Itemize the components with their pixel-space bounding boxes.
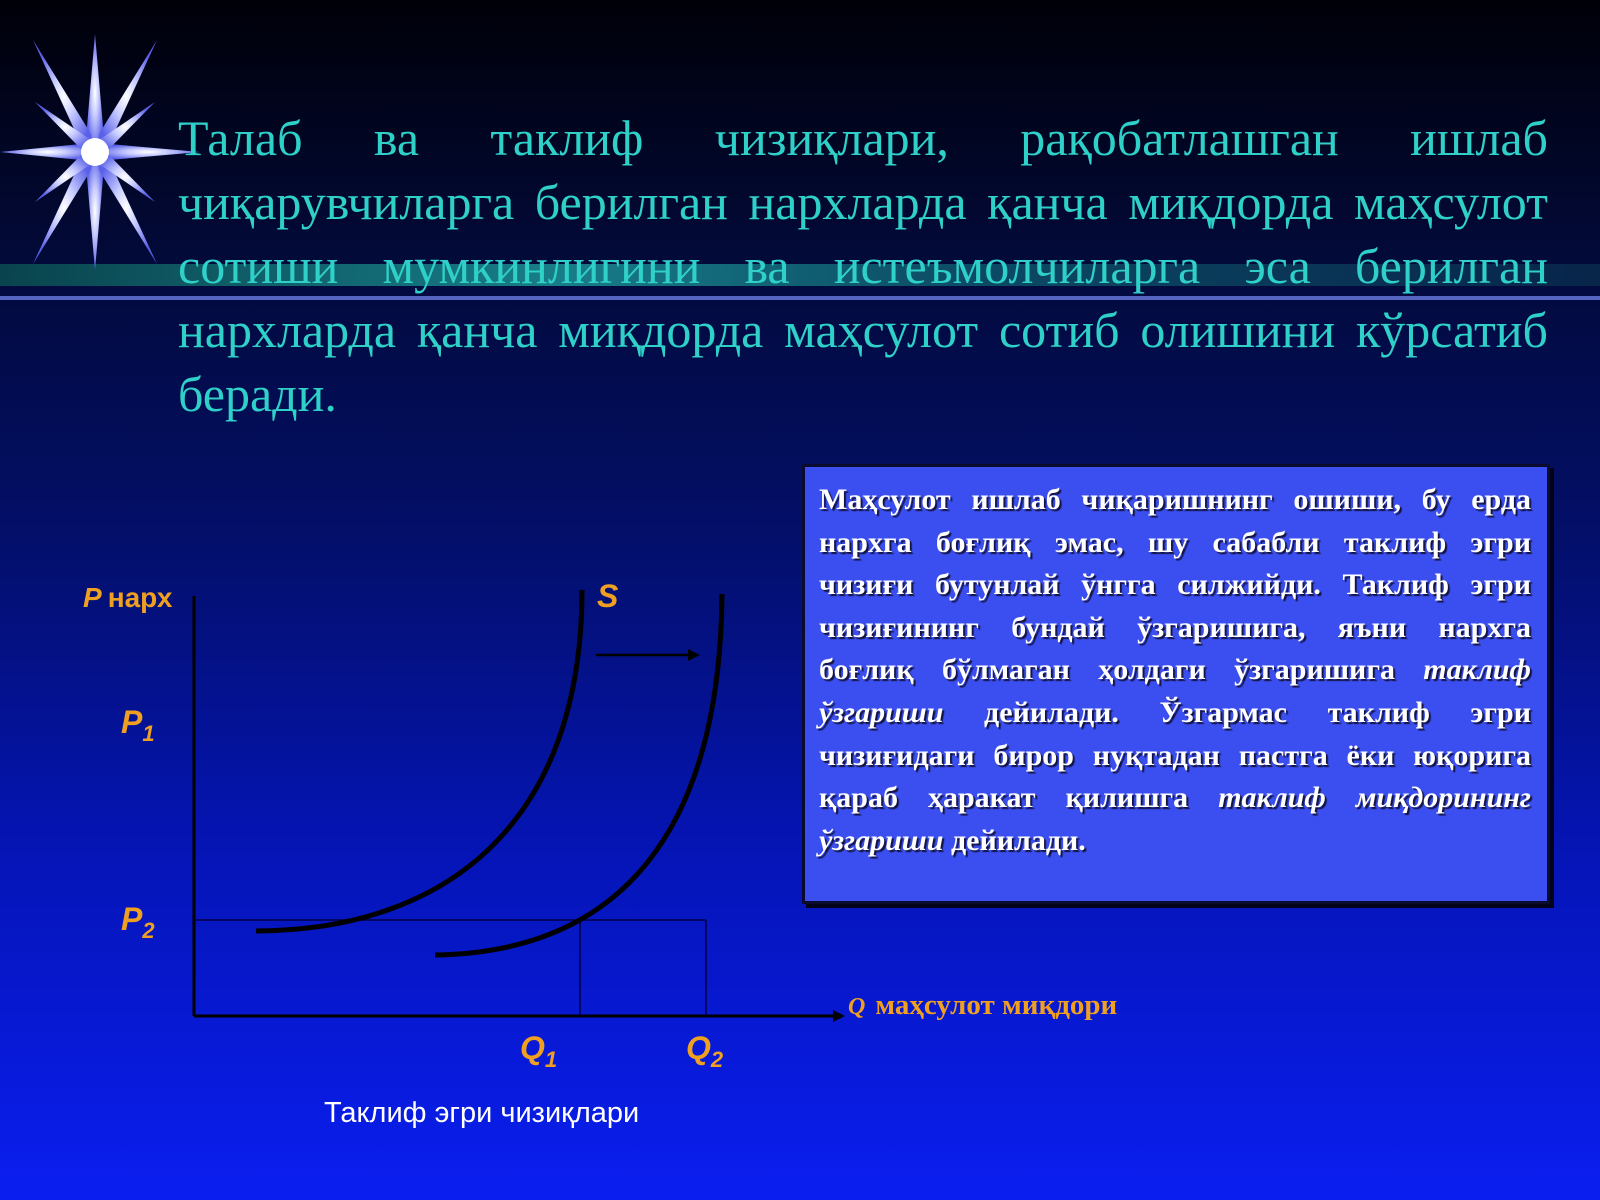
x-axis-arrow (833, 1010, 845, 1022)
q2-label: $Q_2$ (686, 1030, 724, 1072)
info-term-supply-change: таклиф ўзгариши (819, 653, 1531, 729)
supply-curve-1 (256, 590, 582, 931)
info-term-quantity-change: таклиф миқдорининг ўзгариши (819, 781, 1531, 857)
curve-label-s: S (597, 578, 619, 614)
info-text-part2: дейилади. Ўзгармас таклиф эгри чизиғидаги бирор нуқтадан пастга ёки юқорига қараб ҳаракат қилишга (819, 695, 1531, 815)
q1-label: $Q_1$ (520, 1030, 558, 1072)
shift-arrow-head (688, 649, 700, 661)
chart-caption: Таклиф эгри чизиқлари (324, 1097, 640, 1129)
y-axis-label: P нарх (83, 582, 173, 613)
supply-curve-chart (0, 560, 1200, 1120)
p2-label: $P_2$ (121, 901, 155, 943)
info-text-part1: Маҳсулот ишлаб чиқаришнинг ошиши, бу ерда нархга боғлиқ эмас, шу сабабли таклиф эгри чизиғи бутунлай ўнгга силжийди. Таклиф эгри чизиғининг бундай ўзгаришига, яъни нархга боғлиқ бўлмаган ҳолдаги ўзгаришига (819, 483, 1531, 687)
info-text-part3: дейилади. (943, 823, 1086, 857)
p1-label: $P_1$ (121, 704, 155, 746)
main-text: Талаб ва таклиф чизиқлари, рақобатлашган ишлаб чиқарувчиларга берилган нархларда қанча миқдорда маҳсулот сотиши мумкинлигини ва истеъмолчиларга эса берилган нархларда қанча миқдорда маҳсулот сотиб олишини кўрсатиб беради. (178, 110, 1548, 422)
x-axis-label: Q маҳсулот миқдори (848, 989, 1118, 1021)
star-icon (0, 15, 200, 295)
